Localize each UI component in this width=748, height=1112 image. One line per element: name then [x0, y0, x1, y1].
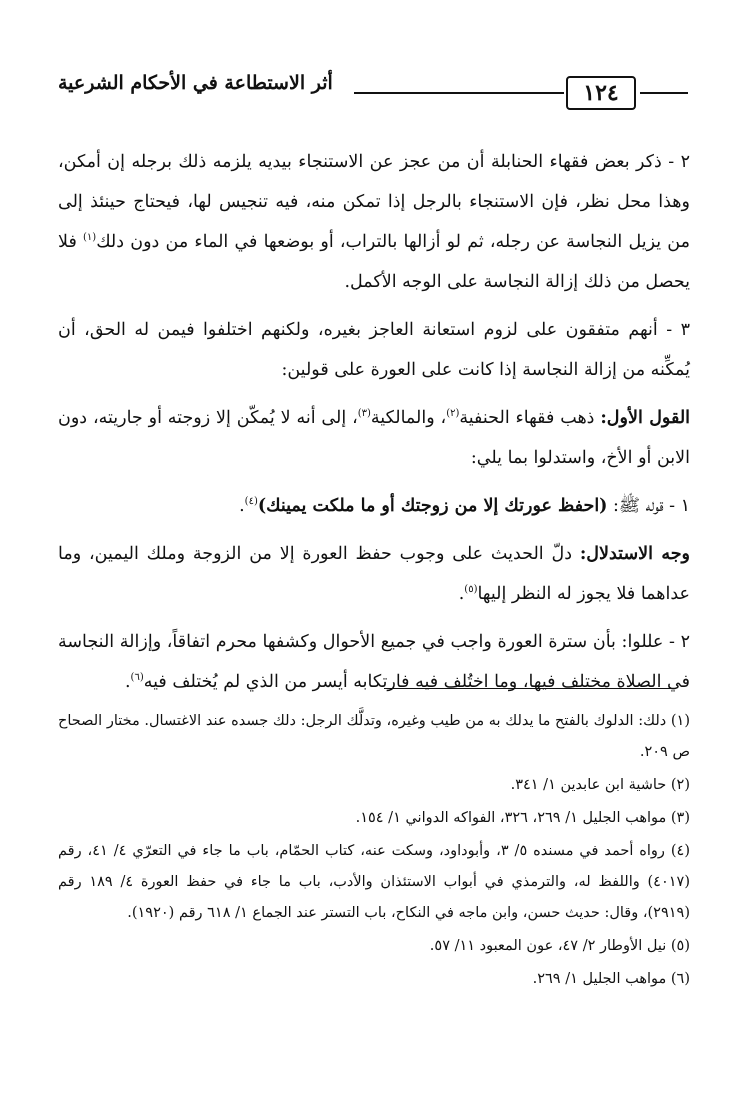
first-opinion-label: القول الأول: — [600, 408, 691, 428]
paragraph-text: ، والمالكية — [370, 408, 447, 428]
page-number: ١٢٤ — [566, 76, 636, 110]
paragraph-text: ، إلى أنه لا يُمكّن إلا زوجته أو جاريته، دون الابن أو الأخ، واستدلوا بما يلي: — [58, 408, 690, 468]
paragraph-text: فلا يحصل من ذلك إزالة النجاسة على الوجه الأكمل. — [58, 232, 690, 292]
running-title: أثر الاستطاعة في الأحكام الشرعية — [58, 72, 333, 94]
paragraph-end: . — [458, 584, 465, 604]
paragraph-text: ٢ - ذكر بعض فقهاء الحنابلة أن من عجز عن الاستنجاء بيديه يلزمه ذلك برجله إن أمكن، وهذا محل نظر، فإن الاستنجاء بالرجل إذا تمكن منه، فيه تنجيس لها، فيحتاج حينئذ إلى من يزيل النجاسة عن رجله، ثم لو أزالها بالتراب، أو بوضعها في الماء من دون دلك — [58, 152, 690, 252]
header-rule-middle — [354, 92, 564, 94]
footnote-ref-1[interactable]: (١) — [83, 232, 97, 244]
footnote-ref-6[interactable]: (٦) — [130, 672, 144, 684]
paragraph-evidence — [58, 534, 690, 614]
paragraph-point-3: ٣ - أنهم متفقون على لزوم استعانة العاجز بغيره، ولكنهم اختلفوا فيمن له الحق، أن يُمكِّنه من إزالة النجاسة إذا كانت على العورة على قولين: — [58, 320, 690, 380]
footnote-3: (٣) مواهب الجليل ١/ ٢٦٩، ٣٢٦، الفواكه الدواني ١/ ١٥٤. — [355, 810, 690, 826]
footnote-separator — [384, 688, 676, 689]
main-text — [58, 142, 690, 710]
footnote-5: (٥) نيل الأوطار ٢/ ٤٧، عون المعبود ١١/ ٥٧. — [429, 938, 690, 954]
page-header — [58, 70, 688, 110]
footnotes — [58, 706, 690, 997]
paragraph-text: ذهب فقهاء الحنفية — [459, 408, 601, 428]
paragraph-first-opinion — [58, 398, 690, 478]
hadith-lead: ١ - قوله ﷺ: — [607, 496, 690, 516]
footnote-ref-4[interactable]: (٤) — [244, 496, 258, 508]
paragraph-hadith — [58, 486, 690, 526]
paragraph-end: . — [239, 496, 245, 516]
hadith-quote: (احفظ عورتك إلا من زوجتك أو ما ملكت يمينك) — [257, 496, 608, 516]
paragraph-text: دلّ الحديث على وجوب حفظ العورة إلا من الزوجة وملك اليمين، وما عداهما فلا يجوز له النظر إليها — [58, 544, 690, 604]
footnote-ref-2[interactable]: (٢) — [446, 408, 460, 420]
footnote-2: (٢) حاشية ابن عابدين ١/ ٣٤١. — [510, 777, 690, 793]
paragraph-text: ٢ - عللوا: بأن سترة العورة واجب في جميع الأحوال وكشفها محرم اتفاقاً، وإزالة النجاسة في الصلاة مختلف فيها، وما اختُلف فيه فارتكابه أيسر من الذي لم يُختلف فيه — [58, 632, 690, 692]
paragraph-point-2 — [58, 142, 690, 302]
footnote-4: (٤) رواه أحمد في مسنده ٥/ ٣، وأبوداود، وسكت عنه، كتاب الحمّام، باب ما جاء في التعرّي ٤/ ٤١، رقم (٤٠١٧) واللفظ له، والترمذي في أبواب الاستئذان والأدب، باب ما جاء في حفظ العورة ٤/ ١٨٩ رقم (٢٩١٩)، وقال: حديث حسن، وابن ماجه في النكاح، باب التستر عند الجماع ١/ ٦١٨ رقم (١٩٢٠). — [58, 843, 690, 921]
header-rule-right — [640, 92, 688, 94]
footnote-6: (٦) مواهب الجليل ١/ ٢٦٩. — [532, 971, 690, 987]
evidence-label: وجه الاستدلال: — [579, 544, 690, 564]
footnote-1: (١) دلك: الدلوك بالفتح ما يدلك به من طيب وغيره، وتدلَّك الرجل: دلك جسده عند الاغتسال. مختار الصحاح ص ٢٠٩. — [58, 713, 690, 760]
footnote-ref-3[interactable]: (٣) — [357, 408, 371, 420]
paragraph-reasoning — [58, 622, 690, 702]
footnote-ref-5[interactable]: (٥) — [464, 584, 478, 596]
paragraph-end: . — [124, 672, 131, 692]
